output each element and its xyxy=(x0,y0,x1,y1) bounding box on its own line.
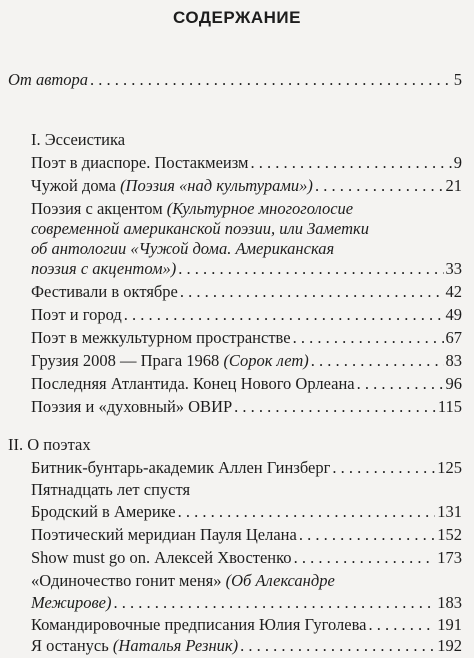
toc-page-number: 83 xyxy=(445,351,462,370)
dot-leader xyxy=(294,548,436,568)
dot-leader xyxy=(293,328,444,348)
dot-leader xyxy=(315,176,444,196)
toc-entry-line[interactable]: Пятнадцать лет спустя xyxy=(31,480,191,499)
dot-leader xyxy=(90,70,452,90)
toc-entry-line: об антологии «Чужой дома. Американская xyxy=(31,239,335,258)
dot-leader xyxy=(357,374,444,394)
toc-entry-line[interactable]: Поэзия с акцентом (Культурное многоголосие xyxy=(31,199,354,218)
toc-entry[interactable]: Поэт в межкультурном пространстве . . . 67 xyxy=(31,328,462,348)
dot-leader xyxy=(368,615,435,635)
toc-page-number: 67 xyxy=(445,328,462,347)
toc-entry[interactable]: Командировочные предписания Юлия Гуголева . . . 191 xyxy=(31,615,462,635)
toc-entry[interactable]: Битник-бунтарь-академик Аллен Гинзберг . . . 125 xyxy=(31,458,462,478)
toc-page-number: 21 xyxy=(445,176,462,195)
toc-page-number: 115 xyxy=(437,397,462,416)
toc-entry[interactable]: Show must go on. Алексей Хвостенко . . . 173 xyxy=(31,548,462,568)
toc-entry-author[interactable] xyxy=(8,70,462,90)
toc-page-number: 152 xyxy=(437,525,462,544)
section-heading-poets: II. О поэтах xyxy=(8,435,91,454)
toc-entry[interactable]: Фестивали в октябре . . . 42 xyxy=(31,282,462,302)
dot-leader xyxy=(311,351,444,371)
toc-page-number: 125 xyxy=(437,458,462,477)
toc-page-number: 96 xyxy=(445,374,462,393)
dot-leader xyxy=(250,153,451,173)
toc-entry[interactable]: поэзия с акцентом») . . . 33 xyxy=(31,259,462,279)
toc-page-number: 191 xyxy=(437,615,462,634)
toc-entry[interactable]: Я останусь (Наталья Резник) . . . 192 xyxy=(31,636,462,656)
dot-leader xyxy=(180,282,444,302)
dot-leader xyxy=(240,636,435,656)
toc-entry[interactable]: Бродский в Америке . . . 131 xyxy=(31,502,462,522)
dot-leader xyxy=(178,502,436,522)
toc-entry[interactable]: Поэзия и «духовный» ОВИР . . . 115 xyxy=(31,397,462,417)
dot-leader xyxy=(114,593,436,613)
toc-entry-line[interactable]: «Одиночество гонит меня» (Об Александре xyxy=(31,571,335,590)
toc-entry-line: современной американской поэзии, или Заметки xyxy=(31,219,370,238)
toc-entry[interactable]: Поэт и город . . . 49 xyxy=(31,305,462,325)
toc-page-number: 183 xyxy=(437,593,462,612)
toc-page-number: 173 xyxy=(437,548,462,567)
dot-leader xyxy=(299,525,435,545)
toc-page-number: 33 xyxy=(445,259,462,278)
dot-leader xyxy=(124,305,444,325)
toc-page-number: 9 xyxy=(453,153,462,172)
toc-entry[interactable]: Поэтический меридиан Пауля Целана . . . 152 xyxy=(31,525,462,545)
dot-leader xyxy=(178,259,443,279)
toc-entry[interactable]: Межирове) . . . 183 xyxy=(31,593,462,613)
toc-entry[interactable]: Поэт в диаспоре. Постакмеизм . . . 9 xyxy=(31,153,462,173)
toc-entry-title: От автора xyxy=(8,70,89,89)
page-title: СОДЕРЖАНИЕ xyxy=(173,8,301,27)
toc-page-number: 131 xyxy=(437,502,462,521)
dot-leader xyxy=(332,458,435,478)
toc-page-number: 192 xyxy=(437,636,462,655)
toc-entry[interactable]: Последняя Атлантида. Конец Нового Орлеана . . . 96 xyxy=(31,374,462,394)
dot-leader xyxy=(234,397,436,417)
toc-entry[interactable]: Грузия 2008 — Прага 1968 (Сорок лет) . . . 83 xyxy=(31,351,462,371)
toc-entry[interactable]: Чужой дома (Поэзия «над культурами») . . . 21 xyxy=(31,176,462,196)
toc-page-number: 49 xyxy=(445,305,462,324)
toc-page-number: 42 xyxy=(445,282,462,301)
section-heading-essays: I. Эссеистика xyxy=(31,130,126,149)
toc-page-number: 5 xyxy=(453,70,462,89)
